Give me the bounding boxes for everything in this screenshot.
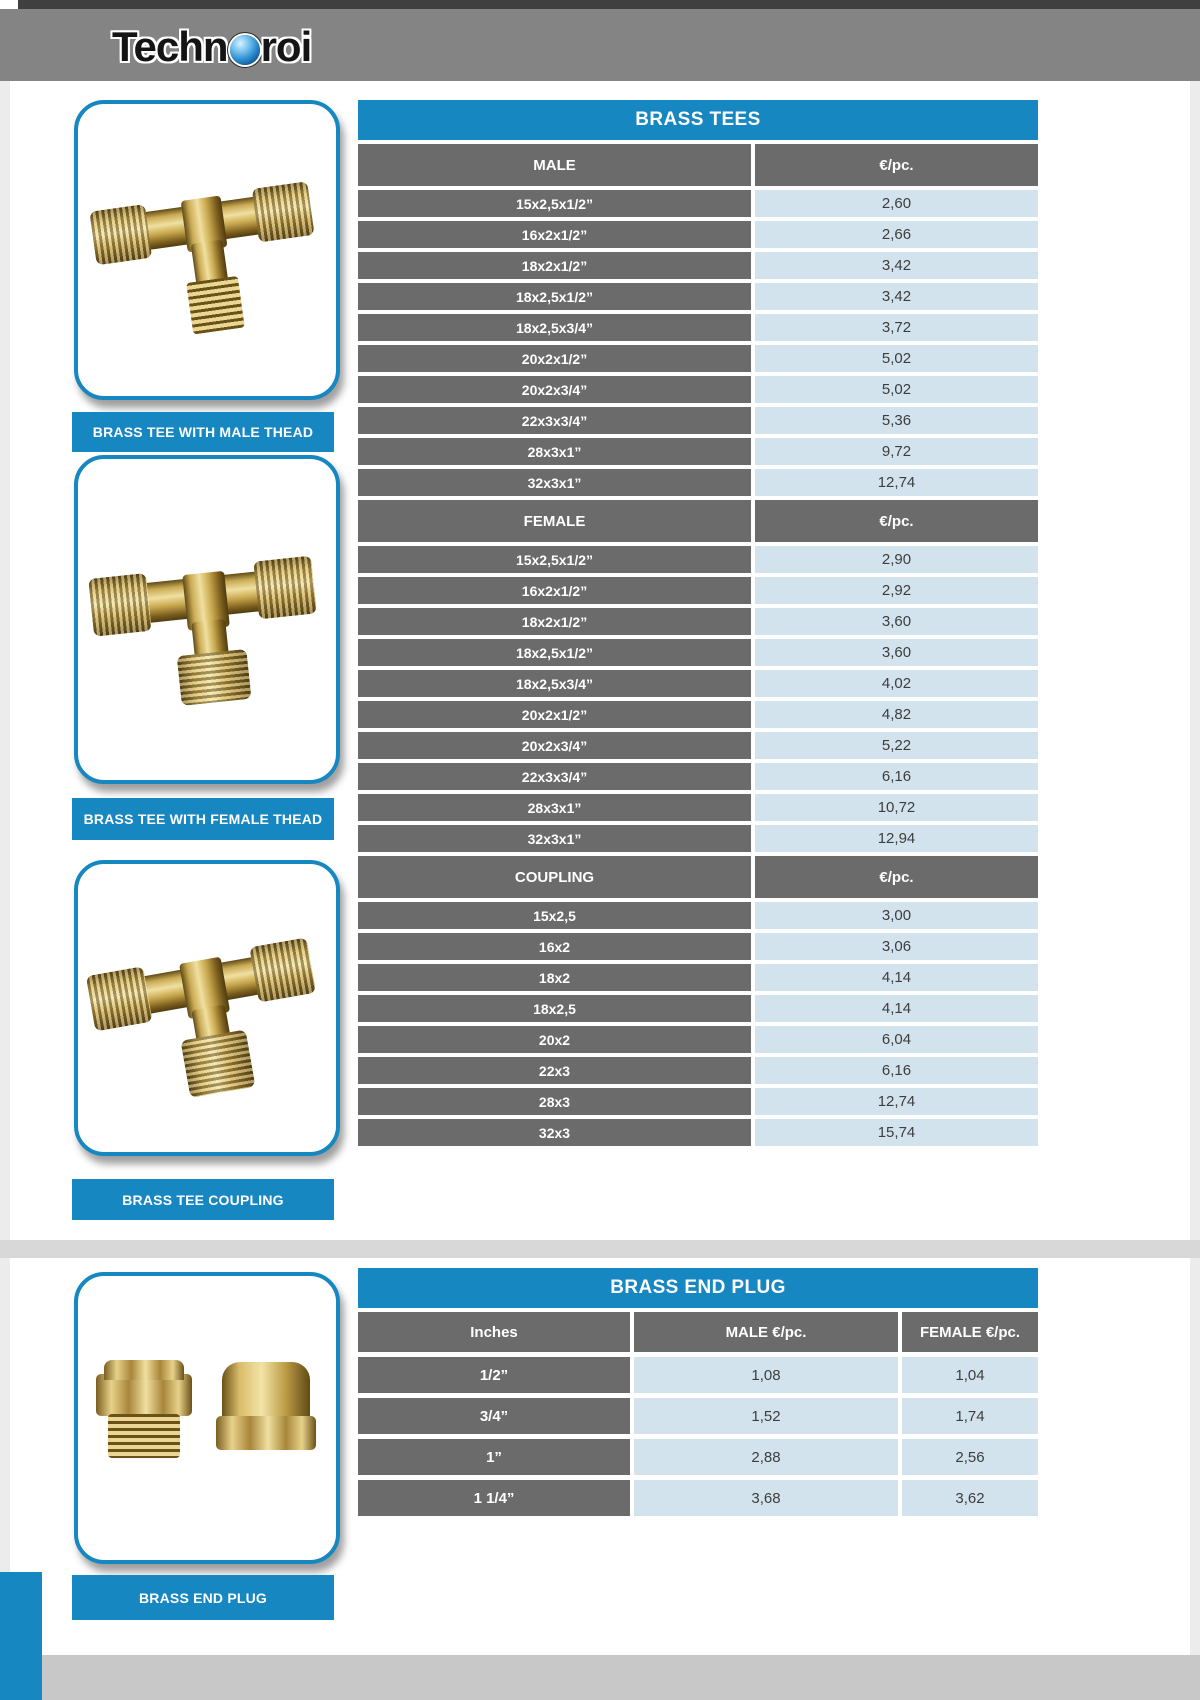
logo-text-left: Techn — [112, 23, 228, 70]
brass-tees-row — [358, 670, 1038, 697]
brass-tees-row — [358, 608, 1038, 635]
section-header-male — [358, 144, 1038, 186]
size-cell: 32x3 — [358, 1119, 751, 1146]
price-cell: 5,02 — [755, 376, 1038, 403]
brass-tees-row — [358, 546, 1038, 573]
brass-tees-row — [358, 794, 1038, 821]
label-brass-tee-female — [72, 798, 334, 840]
size-cell: 16x2 — [358, 933, 751, 960]
globe-icon — [230, 35, 260, 65]
end-plug-illustration — [88, 1346, 324, 1506]
size-cell: 20x2x3/4” — [358, 376, 751, 403]
price-cell: 3,60 — [755, 608, 1038, 635]
brass-tee-female-photo — [74, 455, 340, 784]
brass-tees-row — [358, 221, 1038, 248]
size-cell: 22x3 — [358, 1057, 751, 1084]
end-plug-title-text: BRASS END PLUG — [610, 1277, 786, 1298]
section-name: COUPLING — [358, 856, 751, 898]
price-cell: 3,42 — [755, 252, 1038, 279]
section-header-female — [358, 500, 1038, 542]
size-cell: 20x2x1/2” — [358, 345, 751, 372]
logo-text-right: roi — [260, 23, 312, 70]
end-plug-title — [358, 1268, 1038, 1308]
price-cell: 4,14 — [755, 964, 1038, 991]
female-price-cell: 1,04 — [902, 1357, 1038, 1393]
brass-tee-male-photo — [74, 100, 340, 400]
size-cell: 18x2,5x1/2” — [358, 283, 751, 310]
brass-tees-row — [358, 763, 1038, 790]
price-cell: 15,74 — [755, 1119, 1038, 1146]
right-page-edge — [1190, 81, 1200, 1655]
size-cell: 32x3x1” — [358, 469, 751, 496]
size-cell: 15x2,5x1/2” — [358, 190, 751, 217]
brass-tees-row — [358, 438, 1038, 465]
brass-tees-row — [358, 1119, 1038, 1146]
size-cell: 32x3x1” — [358, 825, 751, 852]
size-cell: 28x3x1” — [358, 438, 751, 465]
brass-tees-table — [358, 100, 1038, 1146]
price-cell: 9,72 — [755, 438, 1038, 465]
brass-tees-row — [358, 1057, 1038, 1084]
top-left-notch — [0, 0, 18, 9]
price-cell: 4,82 — [755, 701, 1038, 728]
brass-tees-row — [358, 639, 1038, 666]
section-name: MALE — [358, 144, 751, 186]
brass-tees-title — [358, 100, 1038, 140]
brass-tees-row — [358, 825, 1038, 852]
male-price-cell: 1,08 — [634, 1357, 898, 1393]
end-plug-row — [358, 1398, 1038, 1434]
top-dark-strip — [0, 0, 1200, 9]
price-cell: 3,42 — [755, 283, 1038, 310]
brass-tees-row — [358, 407, 1038, 434]
price-cell: 3,00 — [755, 902, 1038, 929]
brass-tees-table-body — [358, 144, 1038, 1146]
brass-tees-row — [358, 577, 1038, 604]
size-cell: 15x2,5 — [358, 902, 751, 929]
price-cell: 3,60 — [755, 639, 1038, 666]
bottom-left-accent — [0, 1572, 42, 1700]
end-plug-row — [358, 1480, 1038, 1516]
price-cell: 3,72 — [755, 314, 1038, 341]
inches-cell: 3/4” — [358, 1398, 630, 1434]
price-cell: 5,36 — [755, 407, 1038, 434]
price-cell: 12,74 — [755, 469, 1038, 496]
price-cell: 2,60 — [755, 190, 1038, 217]
size-cell: 18x2x1/2” — [358, 608, 751, 635]
male-price-cell: 1,52 — [634, 1398, 898, 1434]
label-brass-tee-female-text: BRASS TEE WITH FEMALE THEAD — [83, 811, 323, 827]
brass-tees-row — [358, 1026, 1038, 1053]
size-cell: 16x2x1/2” — [358, 577, 751, 604]
section-price-header: €/pc. — [755, 856, 1038, 898]
end-plug-header-row — [358, 1312, 1038, 1352]
left-page-edge — [0, 81, 10, 1655]
brass-tees-row — [358, 190, 1038, 217]
end-plug-header-male: MALE €/pc. — [634, 1312, 898, 1352]
price-cell: 6,04 — [755, 1026, 1038, 1053]
inches-cell: 1” — [358, 1439, 630, 1475]
end-plug-header-inches: Inches — [358, 1312, 630, 1352]
label-brass-tee-coupling-text: BRASS TEE COUPLING — [122, 1191, 284, 1208]
label-brass-end-plug — [72, 1575, 334, 1620]
brass-tees-row — [358, 902, 1038, 929]
coupling-tee-illustration — [77, 890, 334, 1136]
end-plug-header-female: FEMALE €/pc. — [902, 1312, 1038, 1352]
brass-tees-row — [358, 283, 1038, 310]
brass-tees-row — [358, 964, 1038, 991]
brass-tees-row — [358, 314, 1038, 341]
size-cell: 20x2x1/2” — [358, 701, 751, 728]
end-plug-table — [358, 1268, 1038, 1516]
female-price-cell: 1,74 — [902, 1398, 1038, 1434]
price-cell: 5,02 — [755, 345, 1038, 372]
size-cell: 18x2 — [358, 964, 751, 991]
price-cell: 6,16 — [755, 763, 1038, 790]
brass-tees-row — [358, 701, 1038, 728]
header-band — [0, 9, 1200, 81]
price-cell: 12,94 — [755, 825, 1038, 852]
size-cell: 16x2x1/2” — [358, 221, 751, 248]
inches-cell: 1/2” — [358, 1357, 630, 1393]
brass-tees-row — [358, 732, 1038, 759]
brass-tees-row — [358, 252, 1038, 279]
brass-tees-title-text: BRASS TEES — [635, 109, 761, 130]
female-price-cell: 3,62 — [902, 1480, 1038, 1516]
price-cell: 2,92 — [755, 577, 1038, 604]
price-cell: 5,22 — [755, 732, 1038, 759]
size-cell: 28x3 — [358, 1088, 751, 1115]
label-brass-tee-coupling — [72, 1179, 334, 1220]
female-tee-illustration — [83, 508, 329, 750]
price-cell: 6,16 — [755, 1057, 1038, 1084]
size-cell: 18x2x1/2” — [358, 252, 751, 279]
brass-tees-row — [358, 345, 1038, 372]
section-divider-band — [0, 1240, 1200, 1258]
brass-tees-row — [358, 995, 1038, 1022]
end-plug-row — [358, 1357, 1038, 1393]
section-price-header: €/pc. — [755, 144, 1038, 186]
brass-tees-row — [358, 469, 1038, 496]
price-cell: 12,74 — [755, 1088, 1038, 1115]
size-cell: 22x3x3/4” — [358, 407, 751, 434]
inches-cell: 1 1/4” — [358, 1480, 630, 1516]
size-cell: 15x2,5x1/2” — [358, 546, 751, 573]
male-price-cell: 2,88 — [634, 1439, 898, 1475]
price-cell: 2,90 — [755, 546, 1038, 573]
female-price-cell: 2,56 — [902, 1439, 1038, 1475]
section-price-header: €/pc. — [755, 500, 1038, 542]
size-cell: 28x3x1” — [358, 794, 751, 821]
end-plug-table-body — [358, 1357, 1038, 1516]
brass-tees-row — [358, 933, 1038, 960]
footer-band — [0, 1655, 1200, 1700]
brass-end-plug-photo — [74, 1272, 340, 1564]
size-cell: 18x2,5 — [358, 995, 751, 1022]
size-cell: 18x2,5x1/2” — [358, 639, 751, 666]
technoroi-logo — [112, 23, 311, 71]
price-cell: 3,06 — [755, 933, 1038, 960]
label-brass-tee-male — [72, 412, 334, 452]
price-cell: 4,14 — [755, 995, 1038, 1022]
label-brass-end-plug-text: BRASS END PLUG — [138, 1589, 268, 1606]
brass-tees-row — [358, 376, 1038, 403]
price-cell: 4,02 — [755, 670, 1038, 697]
brass-tees-row — [358, 1088, 1038, 1115]
size-cell: 18x2,5x3/4” — [358, 670, 751, 697]
size-cell: 20x2 — [358, 1026, 751, 1053]
size-cell: 20x2x3/4” — [358, 732, 751, 759]
section-name: FEMALE — [358, 500, 751, 542]
brass-tee-coupling-photo — [74, 860, 340, 1156]
label-brass-tee-male-text: BRASS TEE WITH MALE THEAD — [92, 424, 314, 440]
price-cell: 10,72 — [755, 794, 1038, 821]
section-header-coupling — [358, 856, 1038, 898]
end-plug-row — [358, 1439, 1038, 1475]
male-tee-illustration — [82, 128, 330, 376]
male-price-cell: 3,68 — [634, 1480, 898, 1516]
size-cell: 22x3x3/4” — [358, 763, 751, 790]
size-cell: 18x2,5x3/4” — [358, 314, 751, 341]
price-cell: 2,66 — [755, 221, 1038, 248]
